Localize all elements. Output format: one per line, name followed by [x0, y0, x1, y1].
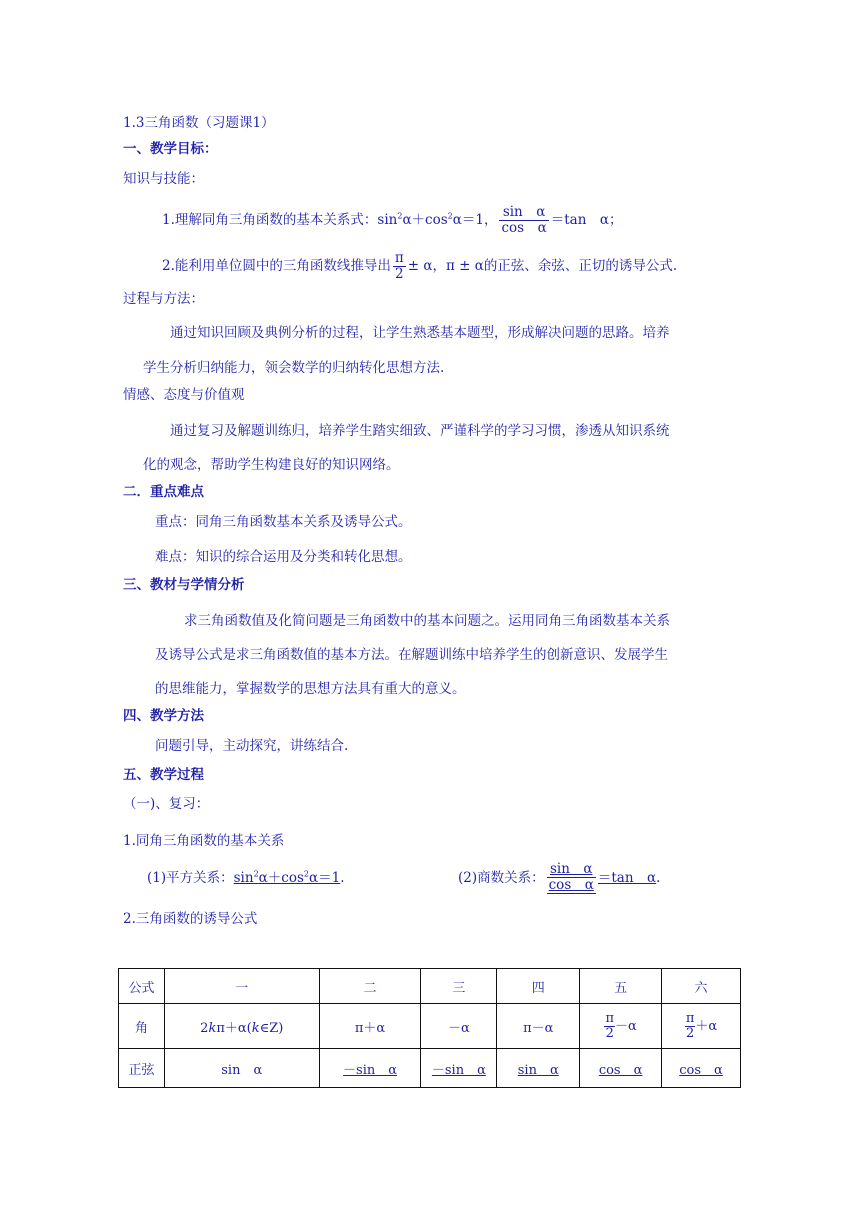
- sine-cell: [319, 1049, 421, 1088]
- two-denominator: 2: [395, 265, 404, 282]
- analysis-line-1: 求三角函数值及化简问题是三角函数中的基本问题之。运用同角三角函数基本关系: [184, 613, 670, 629]
- sine-value: sin α: [517, 1062, 559, 1078]
- angle-row-label: 角: [119, 1004, 165, 1049]
- square-relation-label: (1)平方关系：: [147, 870, 234, 886]
- quotient-relation-label: (2)商数关系：: [458, 870, 545, 886]
- goal-item-1: [162, 200, 623, 240]
- angle-fraction: [685, 1012, 696, 1041]
- knowledge-label: 知识与技能：: [123, 171, 204, 187]
- fraction-numerator: π: [685, 1010, 695, 1026]
- square-relation-value: $\sin^2\alpha+\cos^2\alpha=1$: [233, 869, 341, 886]
- fraction-numerator: π: [605, 1010, 614, 1026]
- process-paragraph-line-2: 学生分析归纳能力，领会数学的归纳转化思想方法.: [143, 360, 445, 376]
- angle-cell: [580, 1004, 662, 1049]
- sine-value: cos α: [598, 1062, 643, 1078]
- sine-cell: [497, 1049, 580, 1088]
- table-header-cell: 二: [319, 969, 421, 1004]
- quotient-relation: [458, 858, 660, 898]
- table-angle-row: [119, 1004, 741, 1049]
- analysis-line-3: 的思维能力，掌握数学的思想方法具有重大的意义。: [155, 681, 466, 697]
- angle-cell: 2kπ＋α(k∈Z): [164, 1004, 319, 1049]
- goal-item-1-prefix: 1.理解同角三角函数的基本关系式：: [162, 212, 378, 228]
- process-label: 过程与方法：: [123, 291, 204, 307]
- sine-cell: [662, 1049, 741, 1088]
- section-heading-process: 五、教学过程: [123, 767, 204, 783]
- quotient-relation-end: .: [656, 870, 661, 886]
- process-paragraph-line-1: 通过知识回顾及典例分析的过程，让学生熟悉基本题型，形成解决问题的思路。培养: [170, 325, 670, 341]
- review-subheading: （一)、复习：: [123, 796, 210, 812]
- sine-value: －sin α: [431, 1062, 486, 1078]
- table-header-cell: 五: [580, 969, 662, 1004]
- emotion-label: 情感、态度与价值观: [123, 387, 245, 403]
- doc-title: 1.3三角函数（习题课1）: [123, 115, 275, 131]
- emotion-paragraph-line-2: 化的观念，帮助学生构建良好的知识网络。: [143, 457, 400, 473]
- sine-cell: sin α: [164, 1049, 319, 1088]
- angle-cell: －α: [421, 1004, 497, 1049]
- pi-numerator: π: [394, 249, 404, 266]
- angle-cell: π－α: [497, 1004, 580, 1049]
- angle-cell: [662, 1004, 741, 1049]
- sine-cell: [580, 1049, 662, 1088]
- relations-title: 1.同角三角函数的基本关系: [123, 833, 285, 849]
- goal-item-2: [162, 246, 677, 286]
- table-header-cell: 三: [421, 969, 497, 1004]
- sine-value: －sin α: [343, 1062, 398, 1078]
- square-relation-end: .: [340, 870, 345, 886]
- table-header-cell: 六: [662, 969, 741, 1004]
- quotient-fraction: [547, 862, 596, 894]
- pi-over-2-fraction: [393, 251, 406, 282]
- pythagorean-identity: $\sin^2\alpha+\cos^2\alpha=1$，: [377, 211, 498, 228]
- quotient-numerator: sin α: [547, 862, 596, 878]
- section-heading-key-points: 二．重点难点: [123, 484, 204, 500]
- section-heading-method: 四、教学方法: [123, 708, 204, 724]
- tan-fraction: [499, 205, 548, 236]
- quotient-relation-value: ＝tan α: [597, 870, 657, 886]
- square-relation: [147, 858, 345, 898]
- goal-item-2-prefix: 2.能利用单位圆中的三角函数线推导出: [162, 258, 391, 274]
- fraction-denominator: 2: [605, 1025, 614, 1041]
- analysis-line-2: 及诱导公式是求三角函数值的基本方法。在解题训练中培养学生的创新意识、发展学生: [155, 647, 668, 663]
- induction-title: 2.三角函数的诱导公式: [123, 911, 258, 927]
- angle-fraction: [604, 1012, 615, 1041]
- section-heading-analysis: 三、教材与学情分析: [123, 577, 245, 593]
- emotion-paragraph-line-1: 通过复习及解题训练归，培养学生踏实细致、严谨科学的学习习惯，渗透从知识系统: [170, 423, 670, 439]
- angle-tail: ＋α: [695, 1018, 718, 1034]
- fraction-denominator: 2: [685, 1025, 695, 1041]
- induction-formula-table: [118, 968, 741, 1088]
- goal-item-2-suffix: ± α，π ± α的正弦、余弦、正切的诱导公式.: [407, 258, 678, 274]
- table-header-cell: 一: [164, 969, 319, 1004]
- key-point-text: 重点：同角三角函数基本关系及诱导公式。: [155, 514, 412, 530]
- table-header-cell: 公式: [119, 969, 165, 1004]
- table-header-row: [119, 969, 741, 1004]
- sine-value: cos α: [679, 1062, 723, 1078]
- angle-tail: －α: [614, 1018, 637, 1034]
- tan-fraction-denominator: cos α: [501, 219, 547, 236]
- quotient-denominator: cos α: [548, 877, 594, 893]
- section-heading-goals: 一、教学目标：: [123, 141, 218, 157]
- sine-row-label: 正弦: [119, 1049, 165, 1088]
- difficult-point-text: 难点：知识的综合运用及分类和转化思想。: [155, 549, 412, 565]
- table-sine-row: [119, 1049, 741, 1088]
- tan-fraction-numerator: sin α: [499, 205, 548, 221]
- table-header-cell: 四: [497, 969, 580, 1004]
- sine-cell: [421, 1049, 497, 1088]
- method-text: 问题引导，主动探究，讲练结合.: [155, 738, 349, 754]
- goal-item-1-suffix: ＝tan α；: [550, 212, 623, 228]
- angle-cell: π＋α: [319, 1004, 421, 1049]
